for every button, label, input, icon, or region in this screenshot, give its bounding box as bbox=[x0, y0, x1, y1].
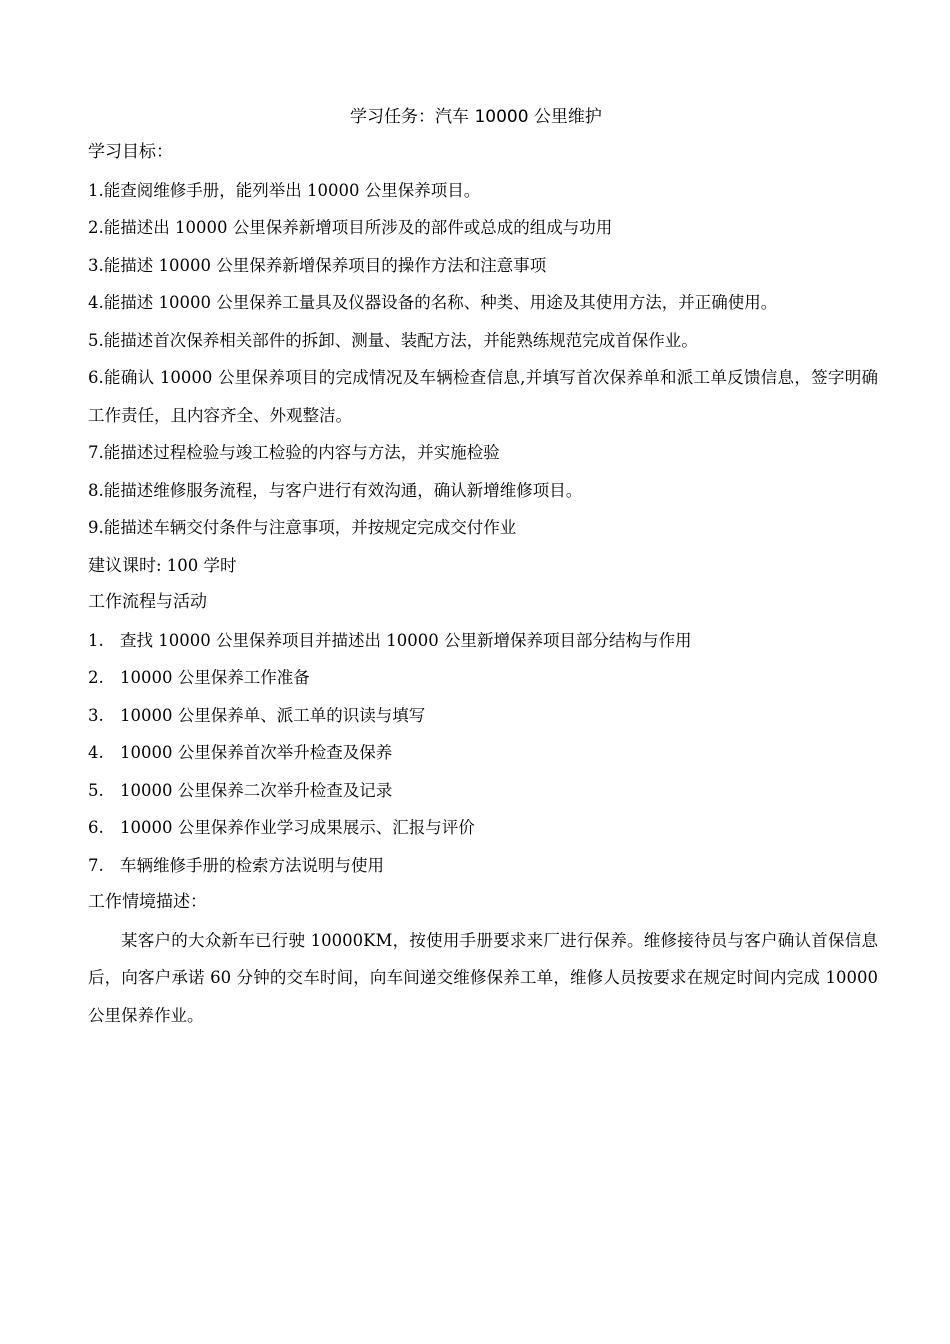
workflow-item-text: 10000 公里保养二次举升检查及记录 bbox=[120, 780, 393, 800]
workflow-item bbox=[88, 622, 878, 660]
workflow-item bbox=[88, 809, 878, 847]
objective-item: 7.能描述过程检验与竣工检验的内容与方法，并实施检验 bbox=[88, 443, 500, 462]
workflow-item bbox=[88, 847, 878, 885]
workflow-item-number: 2. bbox=[88, 668, 104, 687]
workflow-item-number: 3. bbox=[88, 705, 104, 725]
suggested-hours bbox=[88, 547, 878, 585]
workflow-item bbox=[88, 734, 878, 772]
workflow-item-number: 5. bbox=[88, 780, 104, 800]
workflow-item bbox=[88, 659, 878, 697]
objective-item: 4.能描述 10000 公里保养工量具及仪器设备的名称、种类、用途及其使用方法，并正确使用。 bbox=[88, 293, 778, 312]
objective-item: 9.能描述车辆交付条件与注意事项，并按规定完成交付作业 bbox=[88, 518, 517, 537]
workflow-item-text: 10000 公里保养首次举升检查及保养 bbox=[120, 743, 393, 762]
workflow-item-number: 4. bbox=[88, 743, 104, 762]
workflow-item-text: 10000 公里保养单、派工单的识读与填写 bbox=[120, 705, 426, 725]
objective-item: 8.能描述维修服务流程，与客户进行有效沟通，确认新增维修项目。 bbox=[88, 480, 583, 500]
objective-item: 3.能描述 10000 公里保养新增保养项目的操作方法和注意事项 bbox=[88, 255, 547, 275]
workflow-item-text: 车辆维修手册的检索方法说明与使用 bbox=[120, 855, 384, 875]
scenario-paragraph: 某客户的大众新车已行驶 10000KM，按使用手册要求来厂进行保养。维修接待员与客户确认首保信息后，向客户承诺 60 分钟的交车时间，向车间递交维修保养工单，维修人员按要求在规定时间内完成 10000 公里保养作业。 bbox=[88, 930, 878, 1025]
suggested-hours-value: : 100 学时 bbox=[156, 555, 237, 575]
objective-item: 2.能描述出 10000 公里保养新增项目所涉及的部件或总成的组成与功用 bbox=[88, 218, 613, 237]
suggested-hours-label: 建议课时 bbox=[88, 555, 156, 576]
workflow-item-text: 10000 公里保养工作准备 bbox=[120, 668, 310, 687]
workflow-item-text: 查找 10000 公里保养项目并描述出 10000 公里新增保养项目部分结构与作用 bbox=[120, 630, 692, 650]
workflow-item-number: 1. bbox=[88, 630, 104, 650]
objective-item: 1.能查阅维修手册，能列举出 10000 公里保养项目。 bbox=[88, 180, 481, 200]
workflow-heading: 工作流程与活动 bbox=[88, 592, 207, 612]
document-page bbox=[88, 100, 878, 1034]
scenario-heading: 工作情境描述： bbox=[88, 892, 207, 912]
workflow-item bbox=[88, 697, 878, 735]
objectives-heading: 学习目标： bbox=[88, 142, 173, 162]
objective-item: 6.能确认 10000 公里保养项目的完成情况及车辆检查信息,并填写首次保养单和派工单反馈信息，签字明确工作责任，且内容齐全、外观整洁。 bbox=[88, 368, 878, 425]
workflow-item-number: 6. bbox=[88, 818, 104, 837]
document-title: 学习任务：汽车 10000 公里维护 bbox=[350, 107, 602, 127]
workflow-item-text: 10000 公里保养作业学习成果展示、汇报与评价 bbox=[120, 818, 475, 837]
objective-item: 5.能描述首次保养相关部件的拆卸、测量、装配方法，并能熟练规范完成首保作业。 bbox=[88, 330, 698, 350]
workflow-item-number: 7. bbox=[88, 855, 104, 875]
workflow-item bbox=[88, 772, 878, 810]
